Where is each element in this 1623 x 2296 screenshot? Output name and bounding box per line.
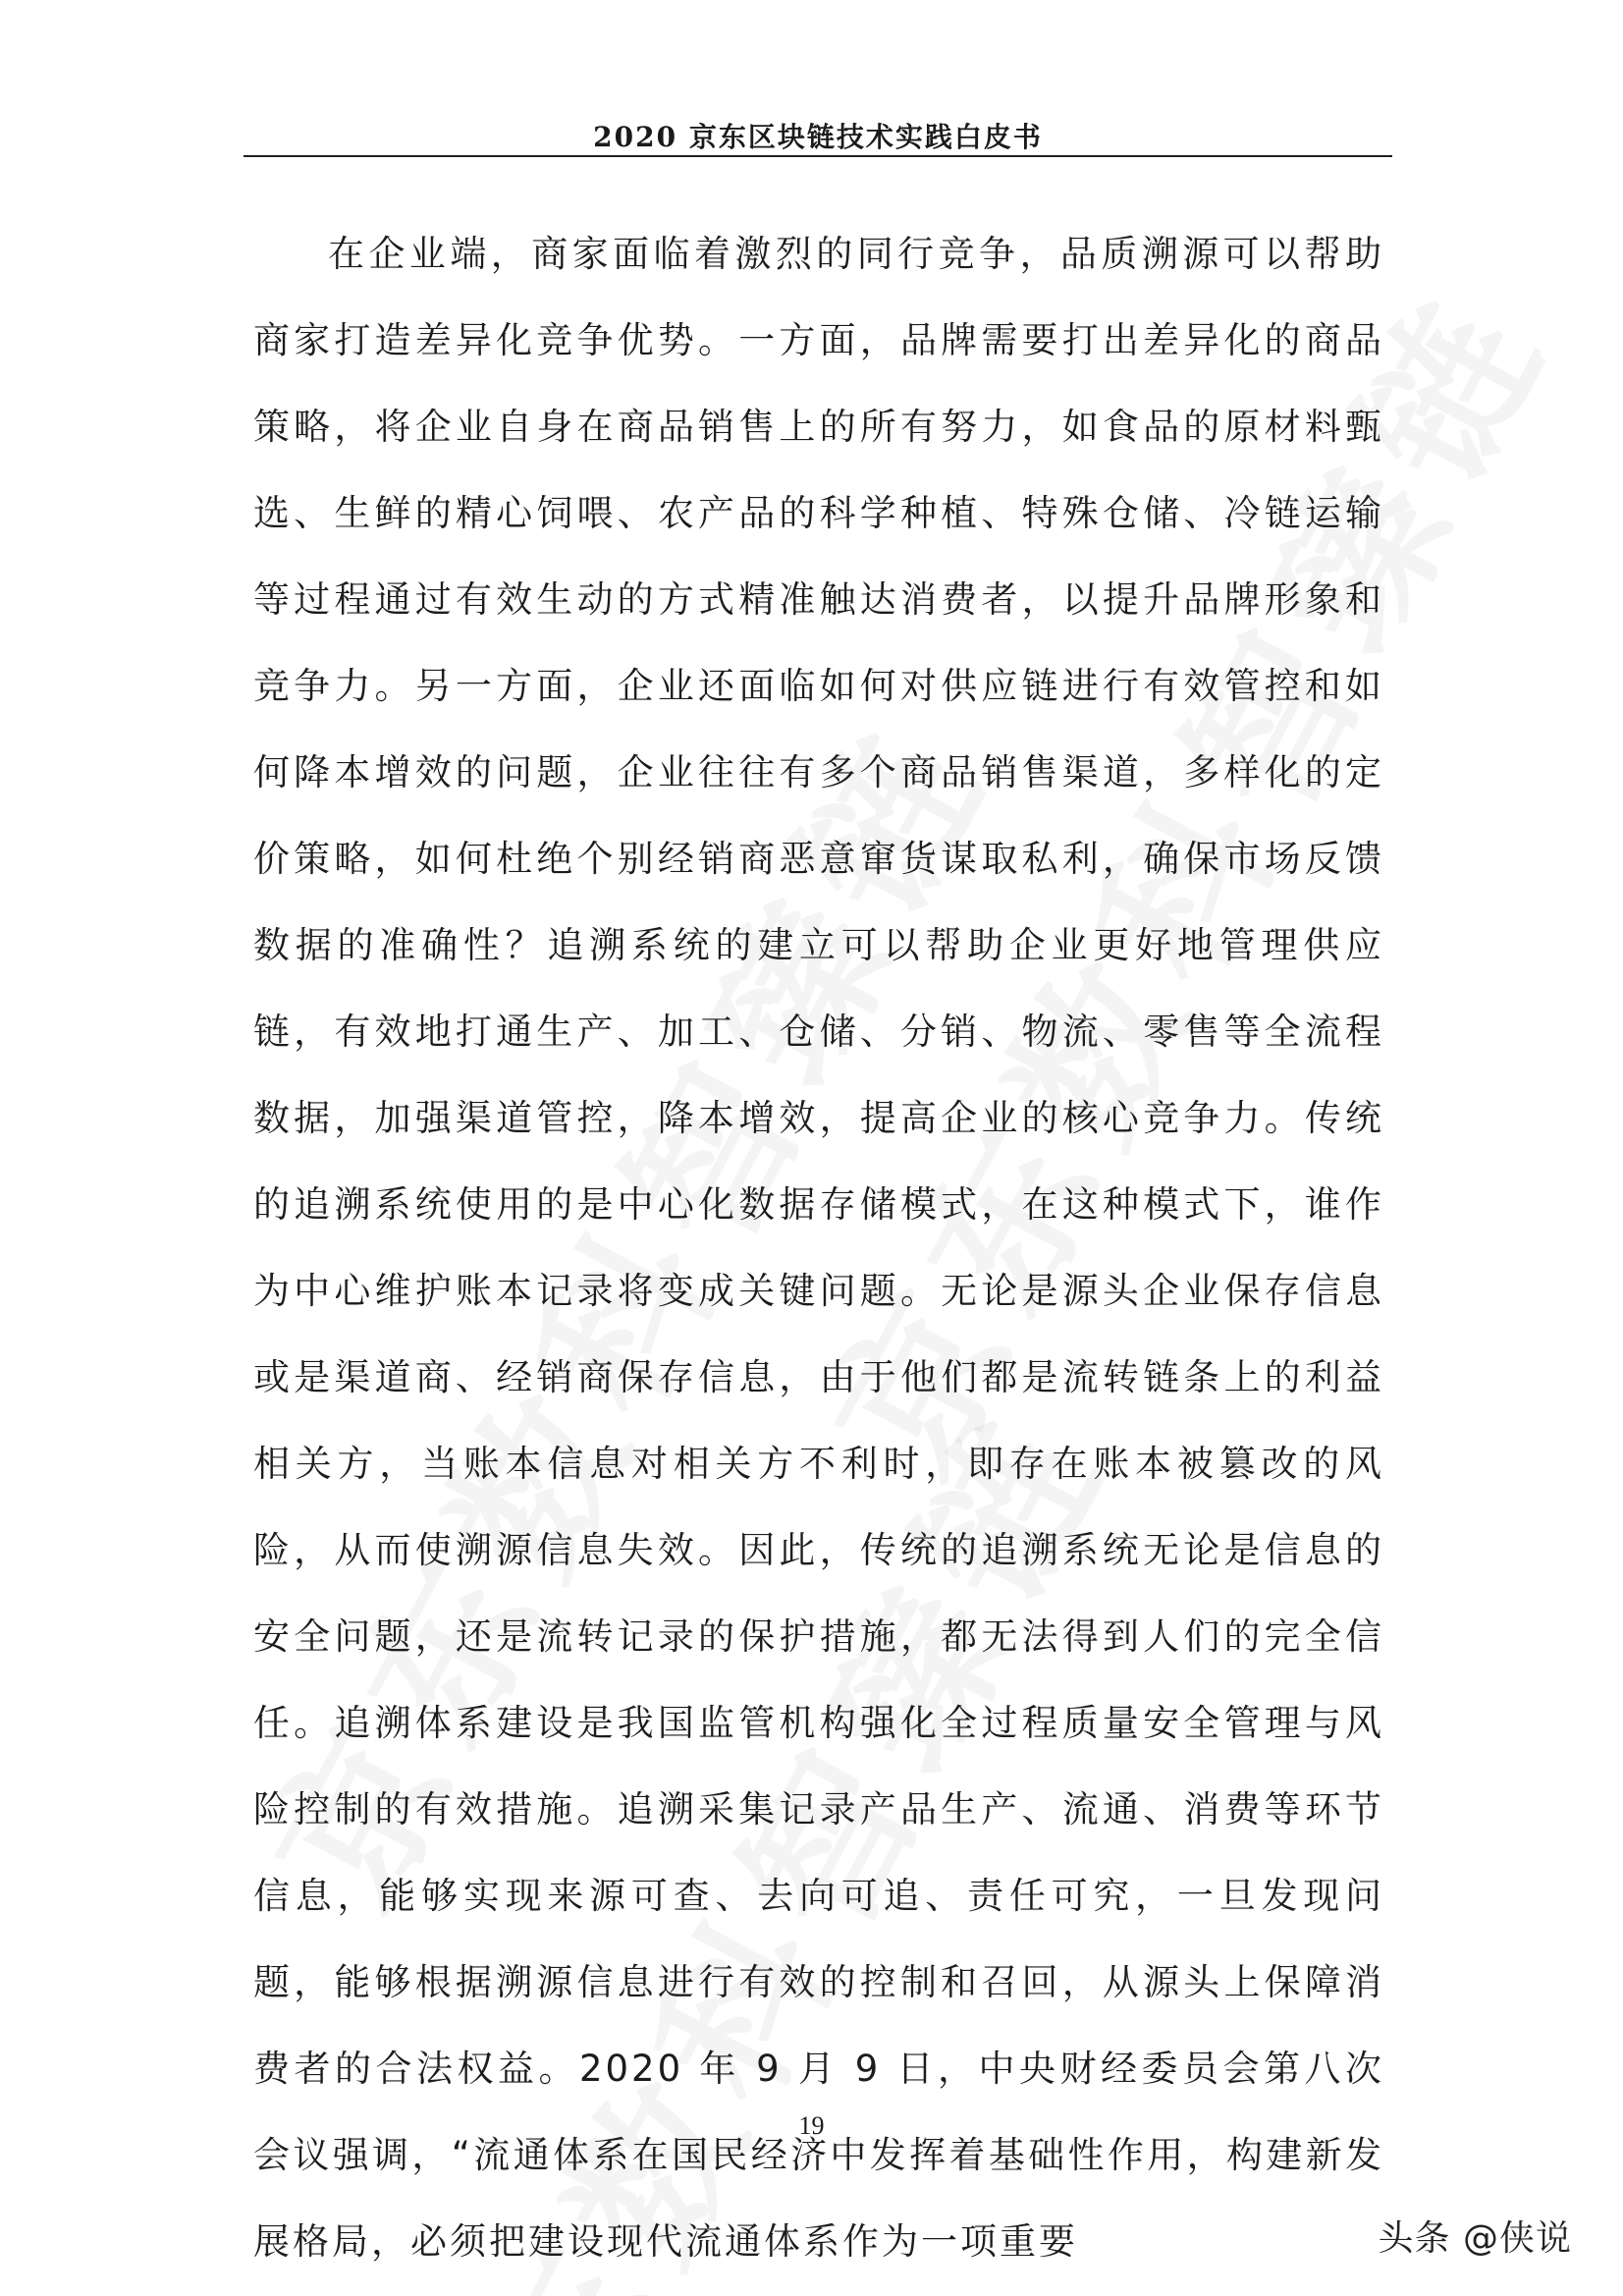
page-number: 19 [798, 2111, 825, 2140]
body-paragraph: 在企业端，商家面临着激烈的同行竞争，品质溯源可以帮助商家打造差异化竞争优势。一方面，品牌需要打出差异化的商品策略，将企业自身在商品销售上的所有努力，如食品的原材料甄选、生鲜的精心饲喂、农产品的科学种植、特殊仓储、冷链运输等过程通过有效生动的方式精准触达消费者，以提升品牌形象和竞争力。另一方面，企业还面临如何对供应链进行有效管控和如何降本增效的问题，企业往往有多个商品销售渠道，多样化的定价策略，如何杜绝个别经销商恶意窜货谋取私利，确保市场反馈数据的准确性？追溯系统的建立可以帮助企业更好地管理供应链，有效地打通生产、加工、仓储、分销、物流、零售等全流程数据，加强渠道管控，降本增效，提高企业的核心竞争力。传统的追溯系统使用的是中心化数据存储模式，在这种模式下，谁作为中心维护账本记录将变成关键问题。无论是源头企业保存信息或是渠道商、经销商保存信息，由于他们都是流转链条上的利益相关方，当账本信息对相关方不利时，即存在账本被篡改的风险，从而使溯源信息失效。因此，传统的追溯系统无论是信息的安全问题，还是流转记录的保护措施，都无法得到人们的完全信任。追溯体系建设是我国监管机构强化全过程质量安全管理与风险控制的有效措施。追溯采集记录产品生产、流通、消费等环节信息，能够实现来源可查、去向可追、责任可究，一旦发现问题，能够根据溯源信息进行有效的控制和召回，从源头上保障消费者的合法权益。2020 年 9 月 9 日，中央财经委员会第八次会议强调，“流通体系在国民经济中发挥着基础性作用，构建新发展格局，必须把建设现代流通体系作为一项重要 [253, 233, 1384, 2263]
header-divider [243, 155, 1392, 157]
page-header: 2020 京东区块链技术实践白皮书 [593, 121, 1043, 153]
source-watermark: 头条 @侠说 [1378, 2218, 1572, 2259]
